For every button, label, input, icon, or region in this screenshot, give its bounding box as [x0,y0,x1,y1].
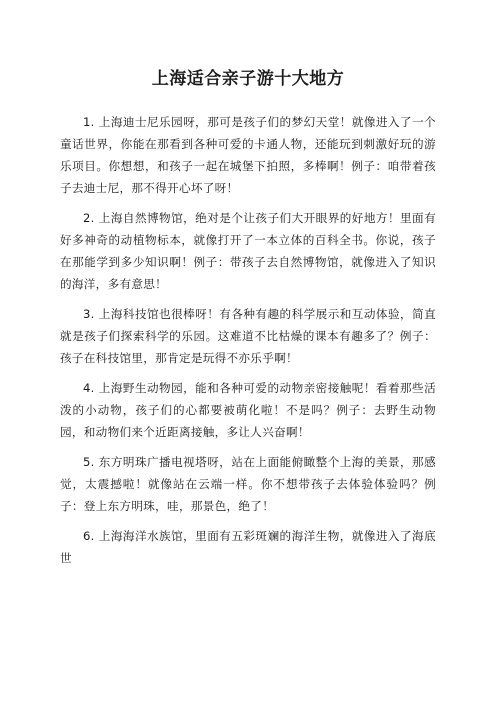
paragraph-6: 6. 上海海洋水族馆，里面有五彩斑斓的海洋生物，就像进入了海底世 [60,529,436,565]
paragraph-3: 3. 上海科技馆也很棒呀！有各种有趣的科学展示和互动体验，简直就是孩子们探索科学的乐园。这难道不比枯燥的课本有趣多了？例子：孩子在科技馆里，那肯定是玩得不亦乐乎啊！ [60,307,436,365]
document-body [60,111,436,569]
paragraph-5: 5. 东方明珠广播电视塔呀，站在上面能俯瞰整个上海的美景，那感觉，太震撼啦！就像站在云端一样。你不想带孩子去体验体验吗？例子：登上东方明珠，哇，那景色，绝了！ [60,455,436,513]
paragraph-4: 4. 上海野生动物园，能和各种可爱的动物亲密接触呢！看着那些活泼的小动物，孩子们的心都要被萌化啦！不是吗？例子：去野生动物园，和动物们来个近距离接触，多让人兴奋啊！ [60,381,436,439]
paragraph-2: 2. 上海自然博物馆，绝对是个让孩子们大开眼界的好地方！里面有好多神奇的动植物标本，就像打开了一本立体的百科全书。你说，孩子在那能学到多少知识啊！例子：带孩子去自然博物馆，就像进入了知识的海洋，多有意思！ [60,211,436,291]
paragraph-1: 1. 上海迪士尼乐园呀，那可是孩子们的梦幻天堂！就像进入了一个童话世界，你能在那看到各种可爱的卡通人物，还能玩到刺激好玩的游乐项目。你想想，和孩子一起在城堡下拍照，多棒啊！例子：咱带着孩子去迪士尼，那不得开心坏了呀！ [60,115,436,195]
document-title: 上海适合亲子游十大地方 [151,69,345,89]
